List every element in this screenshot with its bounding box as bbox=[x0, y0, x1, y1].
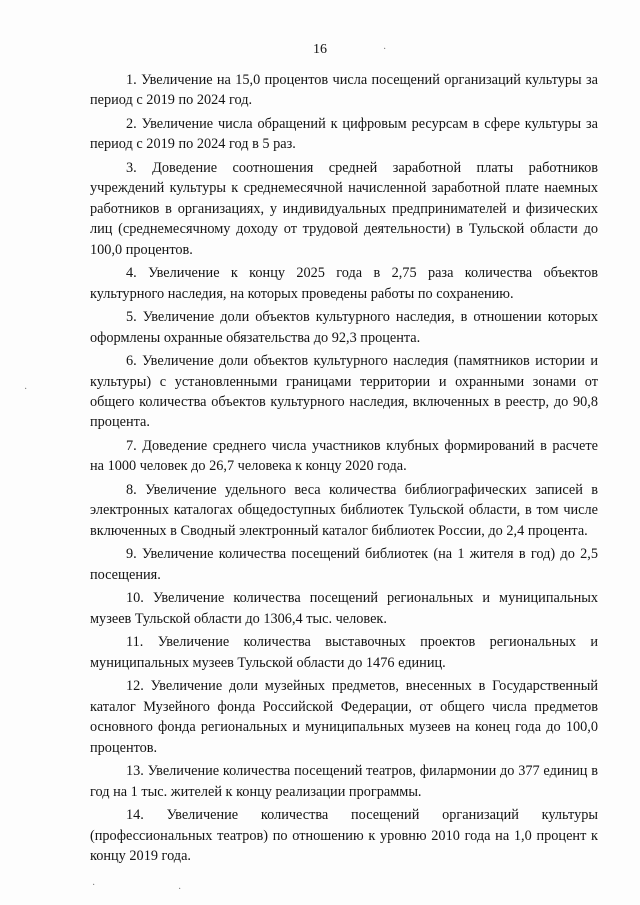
scan-speck: · bbox=[383, 44, 387, 55]
list-item: 6. Увеличение доли объектов культурного наследия (памятников истории и культуры) с установленными границами территории и охранными зонами от общего количества объектов культурного наследия, включенных в реестр, до 90,8 процента. bbox=[90, 353, 598, 431]
list-item: 8. Увеличение удельного веса количества библиографических записей в электронных каталогах общедоступных библиотек Тульской области, в том числе включенных в Сводный электронный каталог библиотек России, до 2,4 процента. bbox=[90, 482, 598, 539]
list-item: 13. Увеличение количества посещений театров, филармонии до 377 единиц в год на 1 тыс. жителей к концу реализации программы. bbox=[90, 763, 598, 800]
list-item: 2. Увеличение числа обращений к цифровым ресурсам в сфере культуры за период с 2019 по 2024 год в 5 раз. bbox=[90, 116, 598, 153]
list-item: 12. Увеличение доли музейных предметов, внесенных в Государственный каталог Музейного фонда Российской Федерации, от общего числа предметов основного фонда региональных и муниципальных музеев на конец года до 100,0 процентов. bbox=[90, 678, 598, 756]
scan-speck: · bbox=[24, 384, 28, 395]
indicator-list bbox=[90, 70, 598, 870]
scan-speck: · bbox=[92, 880, 96, 891]
list-item: 10. Увеличение количества посещений региональных и муниципальных музеев Тульской области до 1306,4 тыс. человек. bbox=[90, 590, 598, 627]
list-item: 11. Увеличение количества выставочных проектов региональных и муниципальных музеев Тульской области до 1476 единиц. bbox=[90, 634, 598, 671]
list-item: 14. Увеличение количества посещений организаций культуры (профессиональных театров) по отношению к уровню 2010 года на 1,0 процент к концу 2019 года. bbox=[90, 807, 598, 865]
list-item: 3. Доведение соотношения средней заработной платы работников учреждений культуры к среднемесячной начисленной заработной плате наемных работников в организациях, у индивидуальных предпринимателей и физических лиц (среднемесячному доходу от трудовой деятельности) в Тульской области до 100,0 процентов. bbox=[90, 160, 598, 258]
list-item: 5. Увеличение доли объектов культурного наследия, в отношении которых оформлены охранные обязательства до 92,3 процента. bbox=[90, 309, 598, 346]
scan-speck: · bbox=[178, 884, 182, 895]
page-number: 16 bbox=[313, 42, 327, 57]
list-item: 7. Доведение среднего числа участников клубных формирований в расчете на 1000 человек до 26,7 человека к концу 2020 года. bbox=[90, 438, 598, 475]
list-item: 9. Увеличение количества посещений библиотек (на 1 жителя в год) до 2,5 посещения. bbox=[90, 546, 598, 583]
list-item: 1. Увеличение на 15,0 процентов числа посещений организаций культуры за период с 2019 по 2024 год. bbox=[90, 72, 598, 109]
list-item: 4. Увеличение к концу 2025 года в 2,75 раза количества объектов культурного наследия, на которых проведены работы по сохранению. bbox=[90, 265, 598, 302]
